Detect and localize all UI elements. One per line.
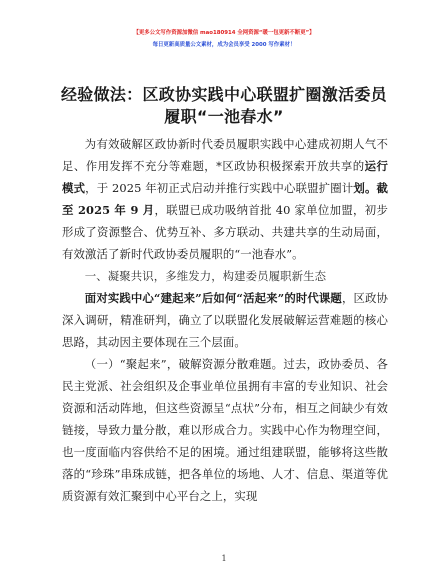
promo-banner-line-1: 【更多公文写作资源加微信 mao180914 全网资源“暖一包更新不断更”】 [133, 30, 315, 36]
document-title-line-2: 履职“一池春水” [164, 107, 284, 126]
paragraph-2-bold-a: 面对实践中心“建起来”后如何“活起来”的时代课题 [84, 291, 342, 305]
paragraph-1-text-e: ，联盟已成功吸纳首批 40 家单位加盟，初步形成了资源整合、优势互补、多方联动、共建共享的生动局面，有效激活了新时代政协委员履职的“一池春水”。 [62, 203, 388, 261]
paragraph-3 [62, 353, 388, 507]
paragraph-2 [62, 287, 388, 353]
paragraph-3-text: （一）“聚起来”，破解资源分散难题。过去，政协委员、各民主党派、社会组织及企事业单位虽拥有丰富的专业知识、社会资源和活动阵地，但这些资源呈“点状”分布，相互之间缺少有效链接，导致力量分散，难以形成合力。实践中心作为物理空间，也一度面临内容供给不足的困境。通过组建联盟，能够将这些散落的“珍珠”串珠成链，把各单位的场地、人才、信息、渠道等优质资源有效汇聚到中心平台之上，实现 [62, 357, 388, 503]
paragraph-1 [62, 133, 388, 265]
page-number: 1 [221, 554, 227, 563]
section-heading-1 [62, 265, 388, 287]
paragraph-2-text-b: ，区政协深入调研，精准研判，确立了以联盟化发展破解运营难题的核心思路，其动因主要体现在三个层面。 [62, 291, 389, 349]
document-title-line-1: 经验做法：区政协实践中心联盟扩圈激活委员 [60, 85, 387, 104]
paragraph-1-bold-d: 划。截至 2025 年 9 月 [62, 181, 388, 217]
paragraph-1-bold-b: 运行模式 [62, 159, 389, 195]
paragraph-1-text-a: 为有效破解区政协新时代委员履职实践中心建成初期人气不足、作用发挥不充分等难题，*区政协积极探索开放共享的 [62, 137, 388, 173]
section-heading-1-text: 一、凝聚共识，多维发力，构建委员履职新生态 [84, 269, 327, 283]
promo-banner-line-2: 每日更新高质量公文素材，成为会员享受 2000 写作素材！ [152, 42, 296, 48]
paragraph-1-text-c: ，于 2025 年初正式启动并推行实践中心联盟扩圈计 [85, 181, 354, 195]
